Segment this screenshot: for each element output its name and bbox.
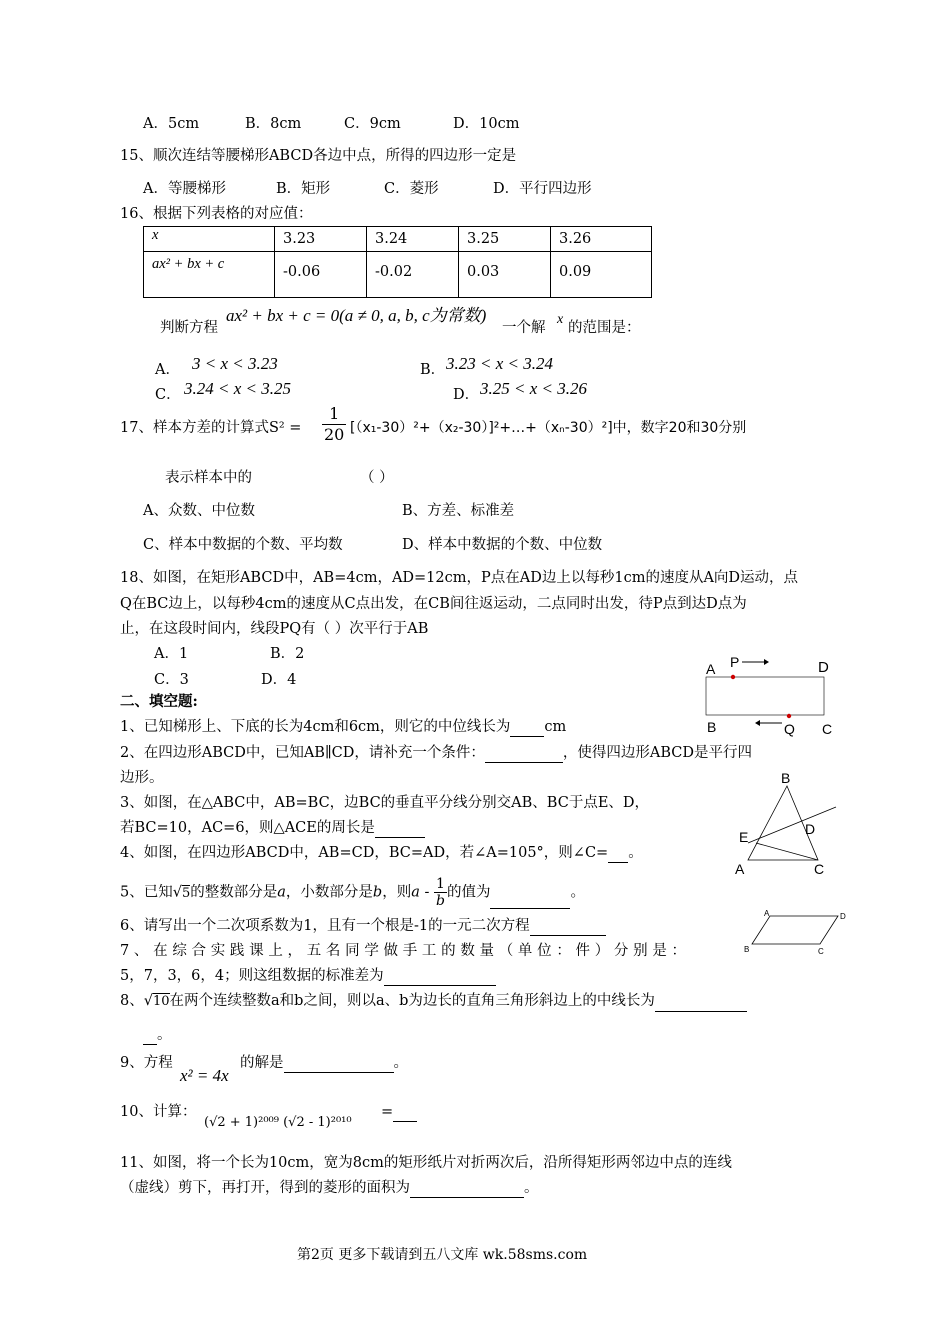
table-x-value: 3.24	[367, 227, 459, 252]
q18-option-d: D．4	[261, 672, 297, 688]
point-p	[731, 675, 735, 679]
f5-var-b: b	[372, 884, 383, 901]
fig4-label-c: C	[818, 947, 824, 956]
f9-equation: x² = 4x	[180, 1066, 229, 1085]
f2-stem: 2、在四边形ABCD中，已知AB∥CD，请补充一个条件：	[120, 745, 485, 761]
table-y-value: -0.06	[275, 252, 367, 298]
q16-judge-suffix: 一个解	[502, 320, 546, 336]
q17-fraction	[322, 404, 346, 445]
f4-line	[120, 843, 643, 863]
f10-stem: 10、计算：	[120, 1104, 197, 1120]
q16-option-c-label: C．	[155, 387, 181, 403]
f10-expression: (√2 + 1)²⁰⁰⁹ (√2 - 1)²⁰¹⁰	[204, 1115, 352, 1130]
q15-option-b: B．矩形	[276, 181, 331, 197]
q14-option-d: D．10cm	[453, 116, 520, 132]
q17-formula-text: [（x₁-30）²+（x₂-30）]²+…+（xₙ-30）²]中，数字20和30分别	[350, 420, 747, 436]
f3-stem: 若BC=10，AC=6，则△ACE的周长是	[120, 820, 375, 836]
f9-stem: 9、方程	[120, 1055, 173, 1071]
fig18-label-d: D	[818, 659, 829, 676]
q18-option-a: A．1	[154, 646, 189, 662]
f3-blank[interactable]	[375, 837, 425, 838]
q14-option-b: B．8cm	[245, 116, 302, 132]
f11-end: 。	[524, 1180, 539, 1196]
fig18-label-c: C	[822, 721, 833, 737]
fig18-label-a: A	[706, 661, 716, 677]
f1-stem: 1、已知梯形上、下底的长为4cm和6cm，则它的中位线长为	[120, 719, 511, 735]
q15-option-a: A．等腰梯形	[143, 181, 226, 197]
table-expr-label: ax² + bx + c	[144, 252, 275, 298]
f5-blank[interactable]	[490, 908, 570, 909]
q17-prefix: 17、样本方差的计算式S² =	[120, 420, 302, 436]
q16-judge-prefix: 判断方程	[160, 320, 218, 336]
arrow-right-head-icon	[764, 659, 769, 665]
fig3-label-b: B	[781, 770, 791, 786]
fig3-label-c: C	[814, 861, 825, 877]
q16-option-c: 3.24 < x < 3.25	[184, 379, 291, 398]
f5-var-a: a	[277, 884, 286, 901]
fig4-label-d: D	[840, 912, 846, 921]
q18-option-c: C．3	[154, 672, 189, 688]
f5-fraction	[434, 876, 447, 909]
parallelogram-figure	[742, 908, 852, 958]
f6-line	[120, 916, 606, 936]
fig3-label-a: A	[735, 861, 745, 877]
f5-part-d: ，则	[382, 884, 412, 901]
table-x-value: 3.26	[551, 227, 652, 252]
f5-part-f: 的值为	[446, 884, 491, 901]
f2-blank[interactable]	[485, 762, 563, 763]
q18-line3: 止，在这段时间内，线段PQ有（ ）次平行于AB	[120, 621, 429, 637]
f5-fraction-num: 1	[434, 876, 447, 893]
q16-option-b-label: B．	[420, 362, 446, 378]
f2-stem-end: ，使得四边形ABCD是平行四	[562, 745, 753, 761]
f8-line2	[143, 1025, 172, 1045]
fig3-label-e: E	[739, 829, 749, 845]
q16-judge-equation: ax² + bx + c = 0(a ≠ 0, a, b, c为常数)	[226, 306, 487, 325]
q18-line1: 18、如图，在矩形ABCD中，AB=4cm，AD=12cm，P点在AD边上以每秒1cm的速度从A向D运动，点	[120, 570, 799, 586]
fig18-label-b: B	[707, 719, 717, 735]
q18-line2: Q在BC边上，以每秒4cm的速度从C点出发，在CB间往返运动，二点同时出发，待P点到达D点为	[120, 596, 747, 612]
f8-blank[interactable]	[655, 1011, 747, 1012]
f9-blank[interactable]	[284, 1072, 394, 1073]
q17-option-d: D、样本中数据的个数、中位数	[402, 537, 603, 553]
f11-blank[interactable]	[410, 1197, 524, 1198]
f8-number: 8、	[120, 993, 144, 1009]
f7-blank[interactable]	[384, 985, 496, 986]
fig4-label-a: A	[764, 909, 770, 918]
q15-option-c: C．菱形	[384, 181, 439, 197]
f11-stem: （虚线）剪下，再打开，得到的菱形的面积为	[120, 1180, 410, 1196]
f8-blank-cont[interactable]	[143, 1044, 157, 1045]
rectangle-figure	[698, 650, 843, 740]
q17-paren: （ ）	[360, 470, 394, 486]
f8-line1	[120, 991, 747, 1012]
segment-ec	[756, 843, 818, 860]
f1-text	[120, 717, 566, 737]
f8-stem: 在两个连续整数a和b之间，则以a、b为边长的直角三角形斜边上的中线长为	[169, 993, 655, 1009]
page-footer: 第2页 更多下载请到五八文库 wk.58sms.com	[297, 1247, 588, 1263]
f2-line2: 边形。	[120, 770, 164, 786]
f5-sqrt-radicand: 5	[181, 885, 191, 901]
f8-sqrt-radicand: 10	[152, 994, 170, 1009]
sqrt-icon: √	[143, 993, 153, 1009]
f10-line	[381, 1102, 417, 1122]
arrow-left-head-icon	[755, 720, 760, 726]
f5-line	[120, 876, 585, 909]
table-y-value: -0.02	[367, 252, 459, 298]
fig3-label-d: D	[805, 821, 816, 837]
f10-blank[interactable]	[393, 1121, 417, 1122]
f10-equals: =	[381, 1104, 394, 1120]
table-y-value: 0.03	[459, 252, 551, 298]
table-y-value: 0.09	[551, 252, 652, 298]
f4-blank[interactable]	[608, 862, 628, 863]
f6-stem: 6、请写出一个二次项系数为1，且有一个根是-1的一元二次方程	[120, 918, 530, 934]
q17-option-c: C、样本中数据的个数、平均数	[143, 537, 343, 553]
perpendicular-bisector	[748, 807, 836, 843]
q14-option-a: A．5cm	[143, 116, 200, 132]
q16-option-a-label: A．	[155, 362, 180, 378]
section-fill-blank-title: 二、填空题:	[120, 693, 198, 710]
q15-option-d: D．平行四边形	[493, 181, 592, 197]
f6-blank[interactable]	[530, 935, 606, 936]
f9-line	[240, 1053, 408, 1073]
f1-blank[interactable]	[510, 736, 544, 737]
f4-stem: 4、如图，在四边形ABCD中，AB=CD，BC=AD，若∠A=105°，则∠C=	[120, 845, 609, 861]
q16-value-table	[143, 226, 652, 298]
f7-stem: 5，7，3，6，4；则这组数据的标准差为	[120, 968, 384, 984]
f9-end: 。	[393, 1055, 408, 1071]
f8-end: 。	[157, 1027, 172, 1043]
sqrt-icon: √	[172, 884, 182, 901]
f9-part-b: 的解是	[240, 1055, 284, 1071]
f3-line2	[120, 818, 425, 838]
fig4-label-b: B	[744, 945, 750, 954]
q17-fraction-num: 1	[322, 404, 346, 425]
q16-judge-end: 的范围是：	[568, 320, 641, 336]
q17-formula	[350, 418, 746, 438]
f5-part-c: ，小数部分是	[285, 884, 373, 901]
f7-line1: 7、在综合实践课上，五名同学做手工的数量（单位：件）分别是：	[120, 943, 691, 959]
f7-line2	[120, 966, 496, 986]
f5-part-a: 5、已知	[120, 884, 173, 901]
q17-option-b: B、方差、标准差	[402, 503, 515, 519]
q18-option-b: B．2	[270, 646, 305, 662]
q17-line2: 表示样本中的	[165, 470, 252, 486]
f3-line1: 3、如图，在△ABC中，AB=BC，边BC的垂直平分线分别交AB、BC于点E、D，	[120, 795, 650, 811]
parallelogram-abcd	[752, 916, 838, 944]
f5-part-b: 的整数部分是	[190, 884, 278, 901]
f1-unit: cm	[544, 719, 567, 735]
f11-line1: 11、如图，将一个长为10cm，宽为8cm的矩形纸片对折两次后，沿所得矩形两邻边中点的连线	[120, 1155, 732, 1171]
q16-option-d-label: D．	[453, 387, 480, 403]
f4-end: 。	[628, 845, 643, 861]
q16-stem: 16、根据下列表格的对应值：	[120, 206, 313, 222]
f5-fraction-den: b	[435, 893, 445, 909]
f5-expr: a -	[411, 884, 430, 901]
q15-stem: 15、顺次连结等腰梯形ABCD各边中点，所得的四边形一定是	[120, 148, 517, 164]
q16-option-b: 3.23 < x < 3.24	[446, 354, 553, 373]
q17-fraction-den: 20	[324, 425, 345, 444]
f5-end: 。	[570, 884, 585, 901]
q17-option-a: A、众数、中位数	[143, 503, 255, 519]
table-x-value: 3.23	[275, 227, 367, 252]
point-q	[787, 714, 791, 718]
q16-judge-var: x	[557, 312, 564, 327]
f2-line1	[120, 743, 752, 763]
table-x-label: x	[144, 227, 275, 252]
f11-line2	[120, 1178, 539, 1198]
rect-abcd	[706, 677, 824, 715]
fig18-label-q: Q	[784, 721, 795, 737]
triangle-figure	[730, 766, 850, 881]
q16-option-d: 3.25 < x < 3.26	[480, 379, 587, 398]
fig18-label-p: P	[730, 654, 740, 670]
q14-option-c: C．9cm	[344, 116, 401, 132]
q16-option-a: 3 < x < 3.23	[192, 354, 278, 373]
table-x-value: 3.25	[459, 227, 551, 252]
